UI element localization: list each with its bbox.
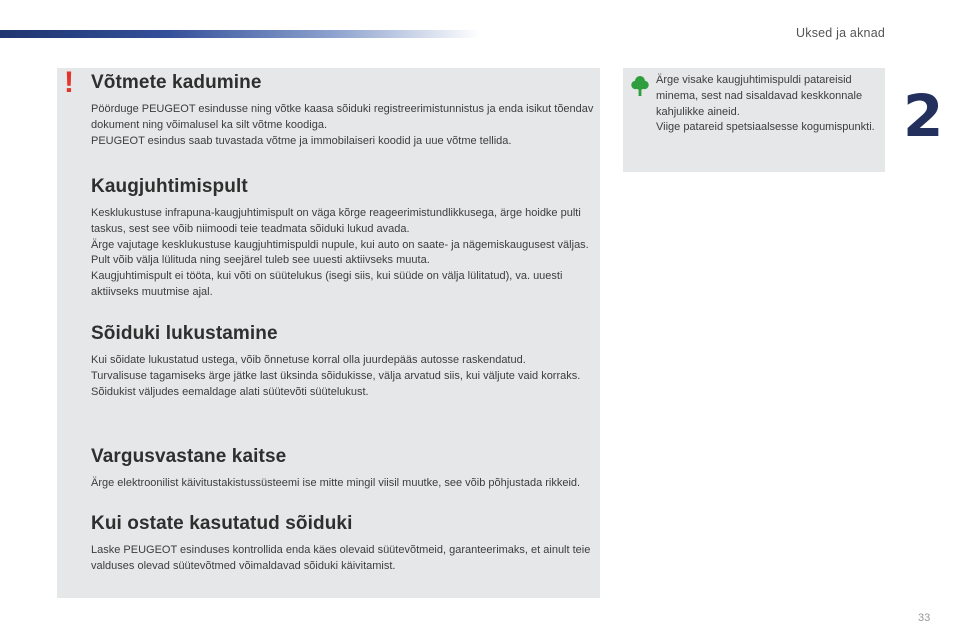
section-title-anti-theft: Vargusvastane kaitse bbox=[91, 446, 287, 467]
section-vehicle-locking bbox=[91, 323, 596, 400]
tree-icon bbox=[631, 75, 649, 97]
section-key-loss bbox=[91, 72, 596, 149]
section-title-key-loss: Võtmete kadumine bbox=[91, 72, 262, 93]
section-remote-control bbox=[91, 176, 596, 301]
warning-icon: ! bbox=[64, 66, 74, 99]
section-used-vehicle bbox=[91, 513, 596, 575]
section-body-anti-theft: Ärge elektroonilist käivitustakistussüsteemi ise mitte mingil viisil muutke, see võib põhjustada rikkeid. bbox=[91, 477, 581, 489]
section-body-key-loss: Pöörduge PEUGEOT esindusse ning võtke kaasa sõiduki registreerimistunnistus ja enda isikut tõendav dokument ning võimalusel ka silt võtme koodiga. PEUGEOT esindus saab tuvastada võtme ja immobilaiseri koodid ja uue võtme tellida. bbox=[91, 103, 594, 147]
section-title-vehicle-locking: Sõiduki lukustamine bbox=[91, 323, 278, 344]
page-number: 33 bbox=[918, 612, 931, 624]
section-title-used-vehicle: Kui ostate kasutatud sõiduki bbox=[91, 513, 353, 534]
environment-note-line: Ärge visake kaugjuhtimispuldi patareisid minema, sest nad sisaldavad keskkonnale kahjulikke aineid. bbox=[656, 74, 863, 118]
chapter-number: 2 bbox=[903, 82, 944, 150]
section-title-remote-control: Kaugjuhtimispult bbox=[91, 176, 248, 197]
section-title: Uksed ja aknad bbox=[796, 26, 885, 40]
section-anti-theft bbox=[91, 446, 596, 492]
environment-note-line: Viige patareid spetsiaalsesse kogumispunkti. bbox=[656, 121, 875, 134]
section-body-used-vehicle: Laske PEUGEOT esinduses kontrollida enda käes olevaid süütevõtmeid, garanteerimaks, et ainult teie valduses olevad süütevõtmed võimaldavad sõiduki käivitamist. bbox=[91, 544, 591, 572]
environment-note-text bbox=[656, 73, 876, 136]
section-body-remote-control: Kesklukustuse infrapuna-kaugjuhtimispult on väga kõrge reageerimistundlikkusega, ärge hoidke pulti taskus, sest see võib niimoodi teie teadmata sõiduki lukud avada. Ärge vajutage kesklukustuse kaugjuhtimispuldi nupule, kui auto on saate- ja nägemiskaugusest väljas. Pult võib välja lülituda ning seejärel tuleb see uuesti aktiivseks muuta. Kaugjuhtimispult ei tööta, kui võti on süütelukus (isegi siis, kui süüde on välja lülitatud), va. uuesti aktiivseks muutmise ajal. bbox=[91, 207, 589, 298]
header-gradient-bar bbox=[0, 30, 480, 38]
section-body-vehicle-locking: Kui sõidate lukustatud ustega, võib õnnetuse korral olla juurdepääs autosse raskendatud. Turvalisuse tagamiseks ärge jätke last üksinda sõidukisse, välja arvatud siis, kui väljute vaid korraks. Sõidukist väljudes eemaldage alati süütevõti süütelukust. bbox=[91, 354, 581, 398]
